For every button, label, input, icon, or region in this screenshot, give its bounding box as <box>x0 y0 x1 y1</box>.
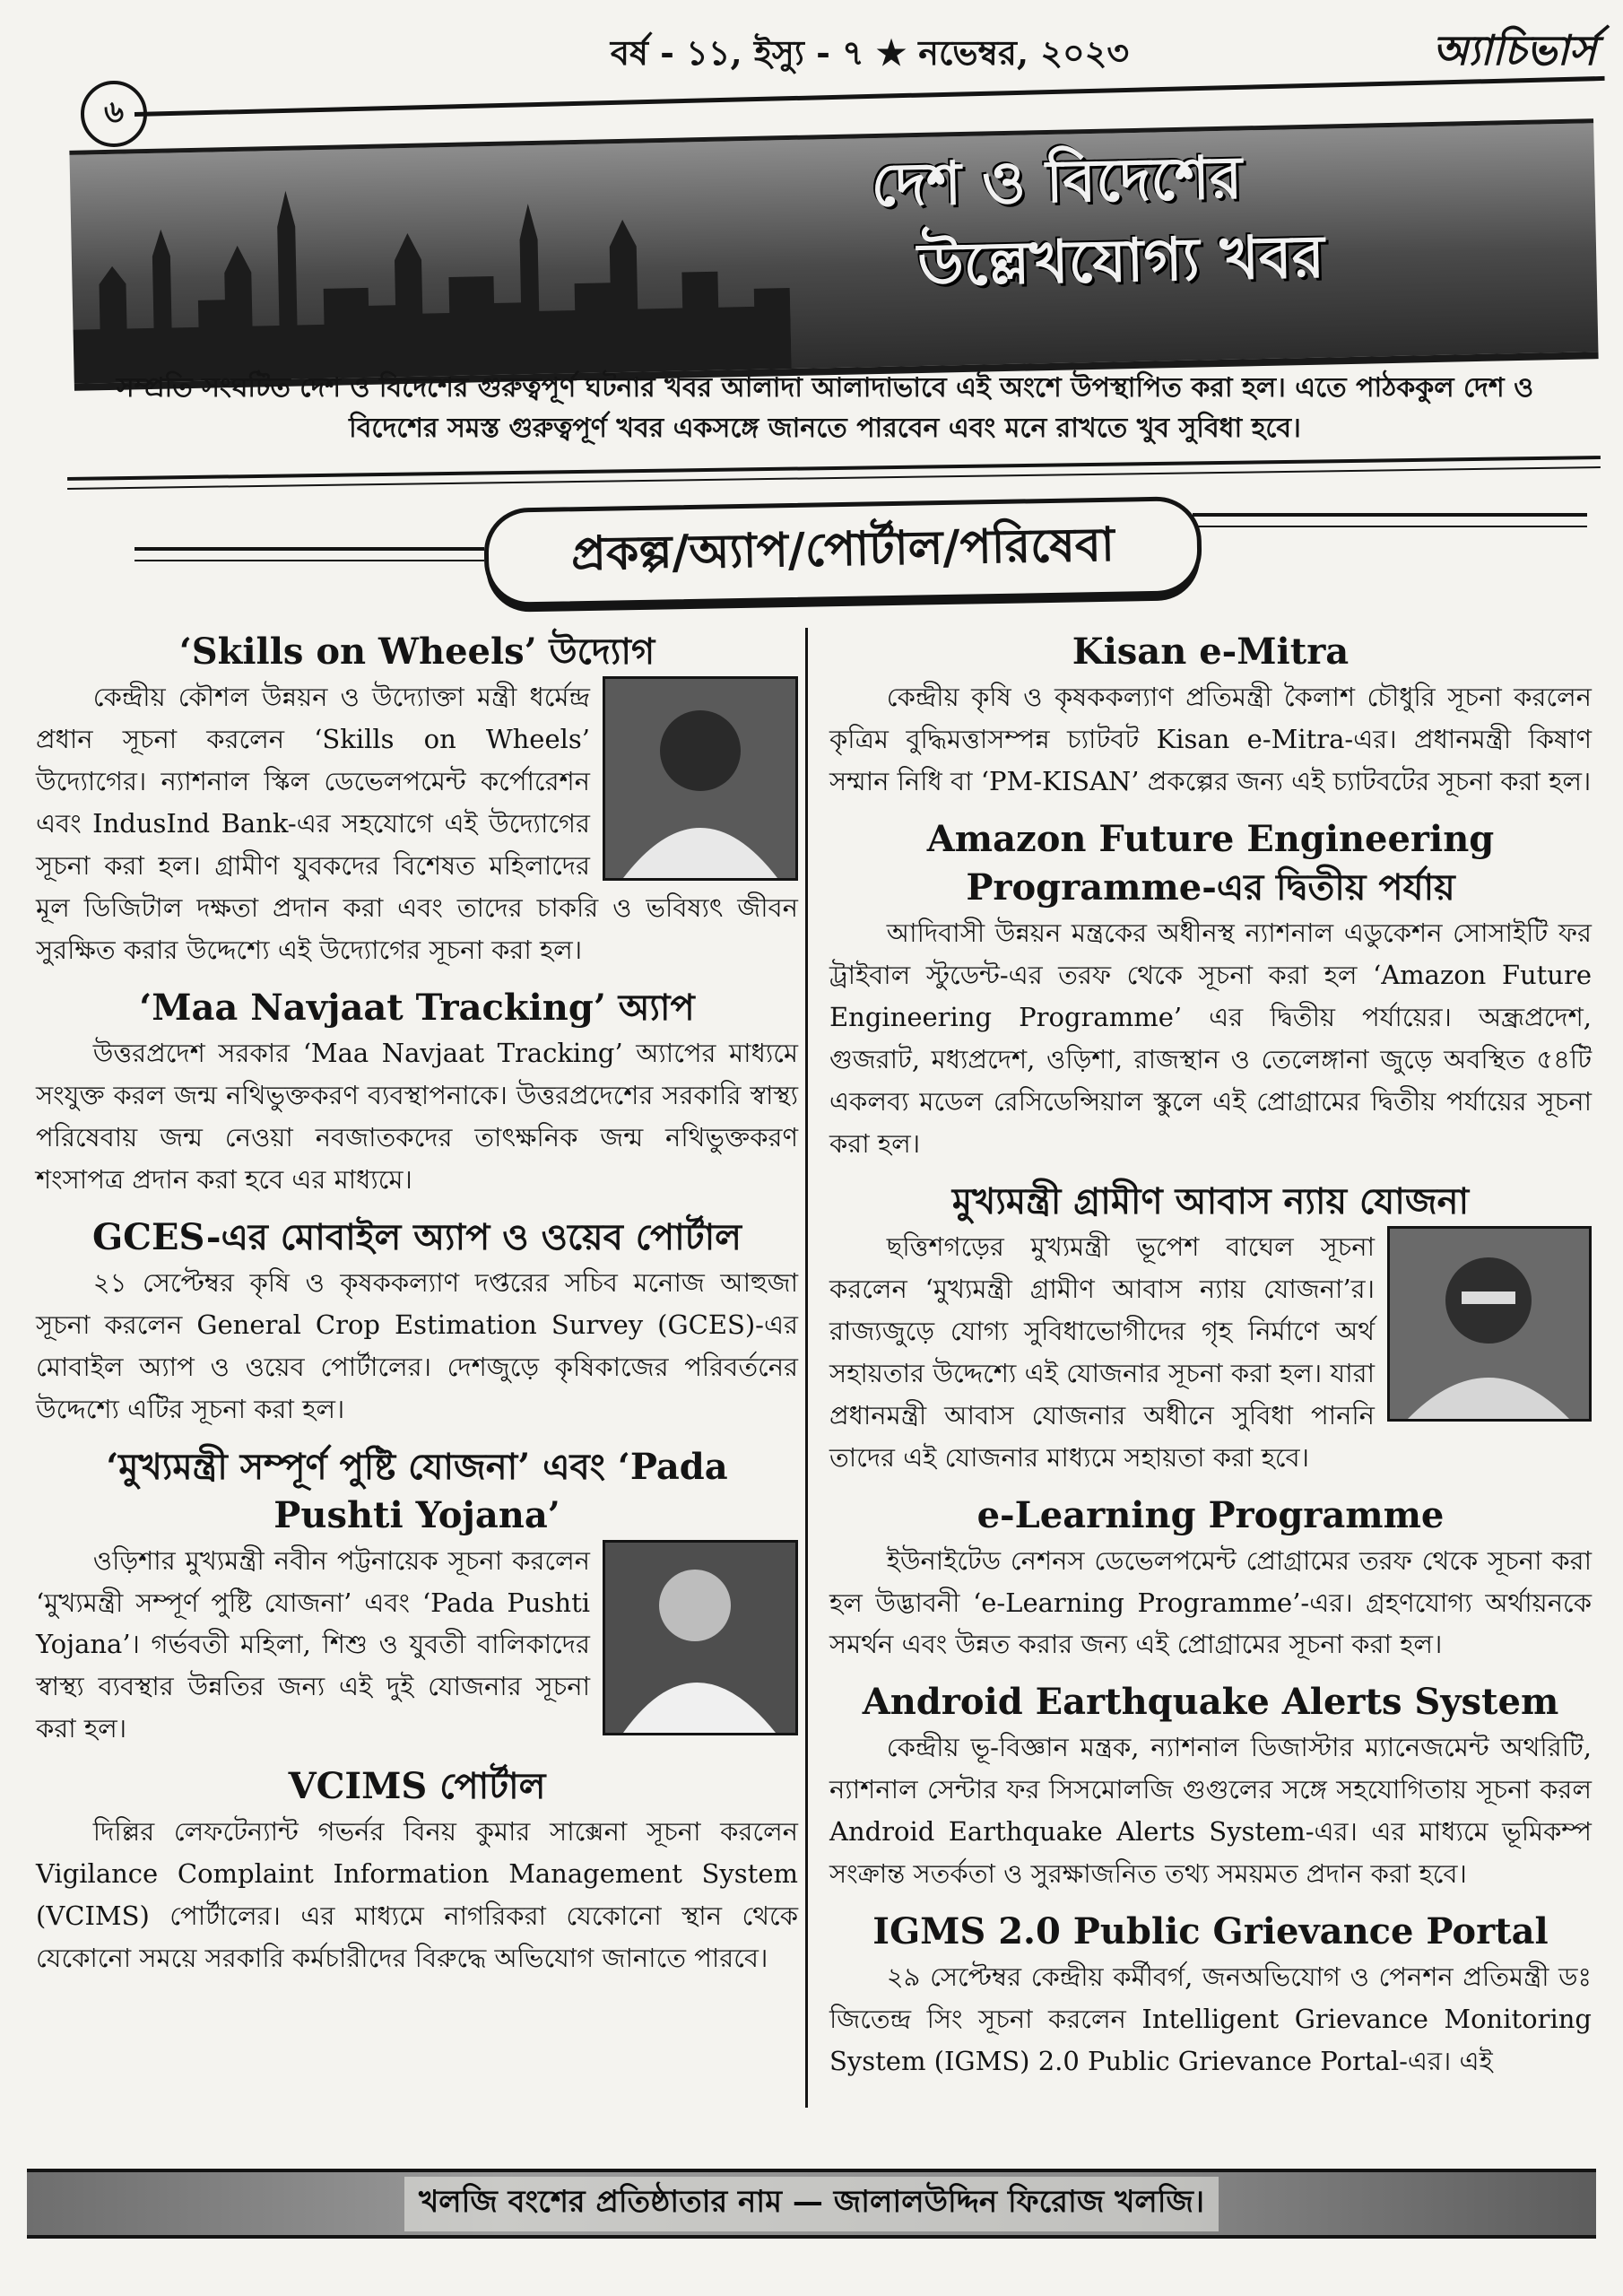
ornament-line-right <box>1193 513 1587 517</box>
article-body: কেন্দ্রীয় কৃষি ও কৃষককল্যাণ প্রতিমন্ত্রী কৈলাশ চৌধুরি সূচনা করলেন কৃত্রিম বুদ্ধিমত্তাসম্পন্ন চ্যাটবট Kisan e-Mitra-এর। প্রধানমন্ত্রী কিষাণ সম্মান নিধি বা ‘PM-KISAN’ প্রকল্পের জন্য এই চ্যাটবটের সূচনা করা হল। <box>829 682 1592 796</box>
section-title: প্রকল্প/অ্যাপ/পোর্টাল/পরিষেবা <box>570 517 1115 581</box>
photo-portrait <box>603 676 798 881</box>
article-title: Kisan e-Mitra <box>1072 631 1350 673</box>
footer-text: খলজি বংশের প্রতিষ্ঠাতার নাম — জালালউদ্দিন ফিরোজ খলজি। <box>404 2177 1219 2231</box>
ornament-line-left <box>135 547 484 551</box>
photo-portrait <box>603 1540 798 1735</box>
article-title: GCES-এর মোবাইল অ্যাপ ও ওয়েব পোর্টাল <box>92 1215 742 1258</box>
page-number: ৬ <box>81 81 147 147</box>
article-amazon-future-engineering <box>829 815 1592 1165</box>
article-body: দিল্লির লেফটেন্যান্ট গভর্নর বিনয় কুমার সাক্সেনা সূচনা করলেন Vigilance Complaint Information Management System (VCIMS) পোর্টালের। এর মাধ্যমে নাগরিকরা যেকোনো স্থান থেকে যেকোনো সময়ে সরকারি কর্মচারীদের বিরুদ্ধে অভিযোগ জানাতে পারবে। <box>36 1816 798 1974</box>
article-skills-on-wheels <box>36 628 798 971</box>
banner-title-line-1: দেশ ও বিদেশের <box>870 143 1243 221</box>
section-heading <box>483 496 1202 607</box>
column-divider <box>805 628 808 2108</box>
article-gces <box>36 1213 798 1431</box>
article-body: ছত্তিশগড়ের মুখ্যমন্ত্রী ভূপেশ বাঘেল সূচনা করলেন ‘মুখ্যমন্ত্রী গ্রামীণ আবাস ন্যায় যোজনা’র। রাজ্যজুড়ে যোগ্য সুবিধাভোগীদের গৃহ নির্মাণে অর্থ সহায়তার উদ্দেশ্যে এই যোজনার সূচনা করা হল। যারা প্রধানমন্ত্রী আবাস যোজনার অধীনে সুবিধা পাননি তাদের এই যোজনার মাধ্যমে সহায়তা করা হবে। <box>829 1231 1375 1473</box>
brand-logo: অ্যাচিভার্স <box>1432 26 1596 74</box>
left-column <box>36 628 798 1992</box>
article-vcims <box>36 1762 798 1979</box>
article-title: ‘Skills on Wheels’ উদ্যোগ <box>178 631 655 673</box>
article-body: আদিবাসী উন্নয়ন মন্ত্রকের অধীনস্থ ন্যাশনাল এডুকেশন সোসাইটি ফর ট্রাইবাল স্টুডেন্ট-এর তরফ থেকে সূচনা করা হল ‘Amazon Future Engineering Programme’ এর দ্বিতীয় পর্যায়ের। অন্ধ্রপ্রদেশ, গুজরাট, মধ্যপ্রদেশ, ওড়িশা, রাজস্থান ও তেলেঙ্গানা জুড়ে অবস্থিত ৫৪টি একলব্য মডেল রেসিডেন্সিয়াল স্কুলে এই প্রোগ্রামের দ্বিতীয় পর্যায়ের সূচনা করা হল। <box>829 917 1592 1159</box>
article-title: Android Earthquake Alerts System <box>862 1681 1559 1724</box>
article-title: VCIMS পোর্টাল <box>288 1765 546 1808</box>
article-title: ‘Maa Navjaat Tracking’ অ্যাপ <box>139 986 695 1029</box>
ornament-line-left-thin <box>135 560 484 561</box>
article-body: ওড়িশার মুখ্যমন্ত্রী নবীন পট্টনায়েক সূচনা করলেন ‘মুখ্যমন্ত্রী সম্পূর্ণ পুষ্টি যোজনা’ এবং ‘Pada Pushti Yojana’। গর্ভবতী মহিলা, শিশু ও যুবতী বালিকাদের স্বাস্থ্য ব্যবস্থার উন্নতির জন্য এই দুই যোজনার সূচনা করা হল। <box>36 1544 590 1744</box>
banner <box>69 118 1598 391</box>
article-body: কেন্দ্রীয় ভূ-বিজ্ঞান মন্ত্রক, ন্যাশনাল ডিজাস্টার ম্যানেজমেন্ট অথরিটি, ন্যাশনাল সেন্টার ফর সিসমোলজি গুগুলের সঙ্গে সহযোগিতায় সূচনা করল Android Earthquake Alerts System-এর। এর মাধ্যমে ভূমিকম্প সংক্রান্ত সতর্কতা ও সুরক্ষাজনিত তথ্য সময়মত প্রদান করা হবে। <box>829 1732 1592 1890</box>
photo-portrait <box>1387 1226 1592 1422</box>
article-title: মুখ্যমন্ত্রী গ্রামীণ আবাস ন্যায় যোজনা <box>951 1179 1470 1222</box>
article-title: e-Learning Programme <box>976 1493 1445 1536</box>
article-title: IGMS 2.0 Public Grievance Portal <box>872 1910 1549 1953</box>
article-title: Amazon Future Engineering Programme-এর দ্বিতীয় পর্যায় <box>926 817 1495 909</box>
article-body: কেন্দ্রীয় কৌশল উন্নয়ন ও উদ্যোক্তা মন্ত্রী ধর্মেন্দ্র প্রধান সূচনা করলেন ‘Skills on Wheels’ উদ্যোগের। ন্যাশনাল স্কিল ডেভেলপমেন্ট কর্পোরেশন এবং IndusInd Bank-এর সহযোগে এই উদ্যোগের সূচনা করা হল। গ্রামীণ যুবকদের বিশেষত মহিলাদের মূল ডিজিটাল দক্ষতা প্রদান করা এবং তাদের চাকরি ও ভবিষ্যৎ জীবন সুরক্ষিত করার উদ্দেশ্যে এই উদ্যোগের সূচনা করা হল। <box>36 682 798 965</box>
article-pushti-yojana <box>36 1443 798 1751</box>
article-maa-navjaat <box>36 984 798 1201</box>
article-title: ‘মুখ্যমন্ত্রী সম্পূর্ণ পুষ্টি যোজনা’ এবং ‘Pada Pushti Yojana’ <box>106 1445 728 1536</box>
article-body: ২৯ সেপ্টেম্বর কেন্দ্রীয় কর্মীবর্গ, জনঅভিযোগ ও পেনশন প্রতিমন্ত্রী ডঃ জিতেন্দ্র সিং সূচনা করলেন Intelligent Grievance Monitoring System (IGMS) 2.0 Public Grievance Portal-এর। এই <box>829 1961 1592 2077</box>
right-column <box>829 628 1592 2095</box>
article-awas-nyay-yojana <box>829 1178 1592 1479</box>
issue-line: বর্ষ - ১১, ইস্যু - ৭ ★ নভেম্বর, ২০২৩ <box>610 32 1130 73</box>
article-e-learning <box>829 1492 1592 1666</box>
article-body: উত্তরপ্রদেশ সরকার ‘Maa Navjaat Tracking’ অ্যাপের মাধ্যমে সংযুক্ত করল জন্ম নথিভুক্তকরণ ব্যবস্থাপনাকে। উত্তরপ্রদেশের সরকারি স্বাস্থ্য পরিষেবায় জন্ম নেওয়া নবজাতকদের তাৎক্ষনিক জন্ম নথিভুক্তকরণ শংসাপত্র প্রদান করা হবে এর মাধ্যমে। <box>36 1037 798 1195</box>
article-kisan-emitra <box>829 628 1592 803</box>
article-body: ২১ সেপ্টেম্বর কৃষি ও কৃষককল্যাণ দপ্তরের সচিব মনোজ আহুজা সূচনা করলেন General Crop Estimation Survey (GCES)-এর মোবাইল অ্যাপ ও ওয়েব পোর্টালের। দেশজুড়ে কৃষিকাজের পরিবর্তনের উদ্দেশ্যে এটির সূচনা করা হল। <box>36 1266 798 1424</box>
banner-title-line-2: উল্লেখযোগ্য খবর <box>916 222 1325 300</box>
footer-strip <box>27 2169 1596 2239</box>
intro-paragraph: সম্প্রতি সংঘটিত দেশ ও বিদেশের গুরুত্বপূর্ণ ঘটনার খবর আলাদা আলাদাভাবে এই অংশে উপস্থাপিত করা হল। এতে পাঠককুল দেশ ও বিদেশের সমস্ত গুরুত্বপূর্ণ খবর একসঙ্গে জানতে পারবেন এবং মনে রাখতে খুব সুবিধা হবে। <box>116 372 1534 444</box>
ornament-line-right-thin <box>1193 526 1587 527</box>
article-igms <box>829 1908 1592 2083</box>
article-body: ইউনাইটেড নেশনস ডেভেলপমেন্ট প্রোগ্রামের তরফ থেকে সূচনা করা হল উদ্ভাবনী ‘e-Learning Programme’-এর। গ্রহণযোগ্য অর্থায়নকে সমর্থন এবং উন্নত করার জন্য এই প্রোগ্রামের সূচনা করা হল। <box>829 1544 1592 1660</box>
article-android-earthquake <box>829 1678 1592 1895</box>
